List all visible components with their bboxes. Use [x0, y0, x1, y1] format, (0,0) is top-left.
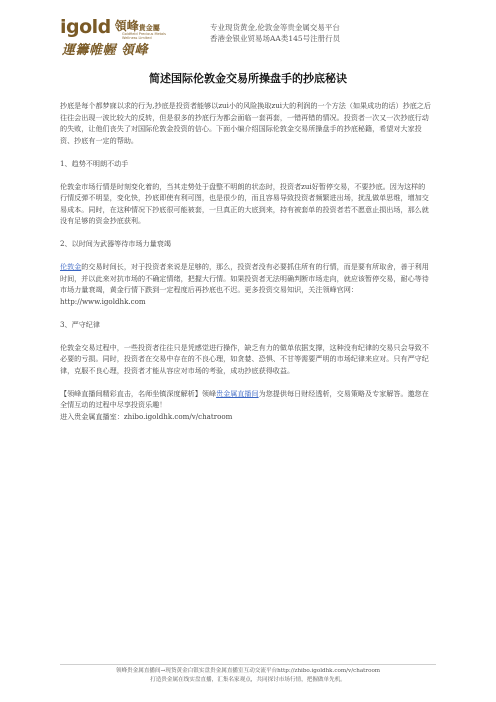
section-1-paragraph: 伦敦金市场行情是时刻变化着的，当其走势处于盘整不明朗的状态时，投资者zui好暂停交易，不要抄底。因为这样的行情反弹不明显，变化快，抄底即使有利可图，也是很少的，而且容易导致投资者频繁进出场，扰乱做单思维，增加交易成本。同时，在这种情况下抄底很可能被套，一旦真正的大底到来，持有被套单的投资者若不愿意止损出场，那么就没有足够的资金抄底获利。 — [60, 181, 429, 225]
logo-en-text: Goldfield Precious Metals Wellness Limited — [122, 32, 166, 40]
live-room-link[interactable]: 贵金属直播间 — [216, 388, 259, 398]
logo-cn-text: 領峰貴金屬 — [114, 19, 160, 33]
footer-divider — [60, 664, 436, 665]
section-2-heading: 2、以时间为武器等待市场力量衰竭 — [60, 239, 171, 248]
header-tagline — [210, 22, 340, 44]
igold-logo — [60, 14, 200, 58]
logo-igold-text: igold — [60, 16, 111, 38]
header-tagline-line1: 专业现货黄金,伦敦金等贵金属交易平台 — [210, 23, 340, 32]
london-gold-link[interactable]: 伦敦金 — [60, 262, 82, 271]
footer-line-1: 领峰贵金属直播间→现货黄金白银实盘贵金属直播室互动交流平台http://zhibo.igoldhk.com/v/chatroom — [115, 668, 381, 674]
page-header — [60, 14, 440, 66]
section-2-paragraph: 伦敦金的交易时间长，对于投资者来说是足够的，那么，投资者没有必要抓住所有的行情，而是要有所取舍，善于利用时间，并以此来对抗市场的不确定情绪，把握大行情。如果投资者无法明确判断市场走向，就应该暂停交易，耐心等待市场力量衰竭，黄金行情下跌到一定程度后再抄底也不迟。更多投资交易知识，关注领峰官网：http://www.igoldhk.com — [60, 262, 429, 306]
article-body — [60, 100, 432, 422]
section-1-heading: 1、趋势不明朗不动手 — [60, 158, 129, 168]
promo-paragraph: 【领峰直播间精彩直击，名师坐镇深度解析】领峰贵金属直播间为您提供每日财经透析，交易策略及专家解答。邀您在全情互动的过程中尽享投资乐趣！ — [60, 388, 429, 409]
footer-line-2: 打造贵金属在线实盘直播，汇集名家观点，共同探讨市场行情，把握做单先机。 — [150, 677, 346, 683]
section-3-paragraph: 伦敦金交易过程中，一些投资者往往只是凭感觉进行操作，缺乏有力的做单依据支撑，这种没有纪律的交易只会导致不必要的亏损。同时，投资者在交易中存在的不良心理，如贪婪、恐惧、不甘等需要严明的市场纪律来应对。只有严守纪律，克服不良心理，投资者才能从容应对市场的考验，成功抄底获得收益。 — [60, 342, 429, 375]
promo-chatroom-line: 进入贵金属直播室：zhibo.igoldhk.com/v/chatroom — [60, 411, 233, 421]
logo-slogan: 運籌帷幄 領峰 — [62, 43, 149, 58]
page-title: 简述国际伦敦金交易所操盘手的抄底秘诀 — [149, 72, 347, 85]
intro-paragraph: 抄底是每个都梦寐以求的行为,抄底是投资者能够以zui小的风险换取zui大的利润的一个方法（如果成功的话）抄底之后往往会出现一波比较大的反转，但是很多的抄底行为都会面临一套再套，一错再错的情况。投资者一次又一次抄底行动的失败，让他们丧失了对国际伦敦金投资的信心。下面小编介绍国际伦敦金交易所操盘手的抄底秘籍，希望对大家投资、抄底有一定的帮助。 — [60, 101, 431, 145]
header-tagline-line2: 香港金银业贸易场AA类145号注册行员 — [210, 34, 341, 43]
section-3-heading: 3、严守纪律 — [60, 319, 100, 329]
page-footer — [0, 667, 496, 685]
